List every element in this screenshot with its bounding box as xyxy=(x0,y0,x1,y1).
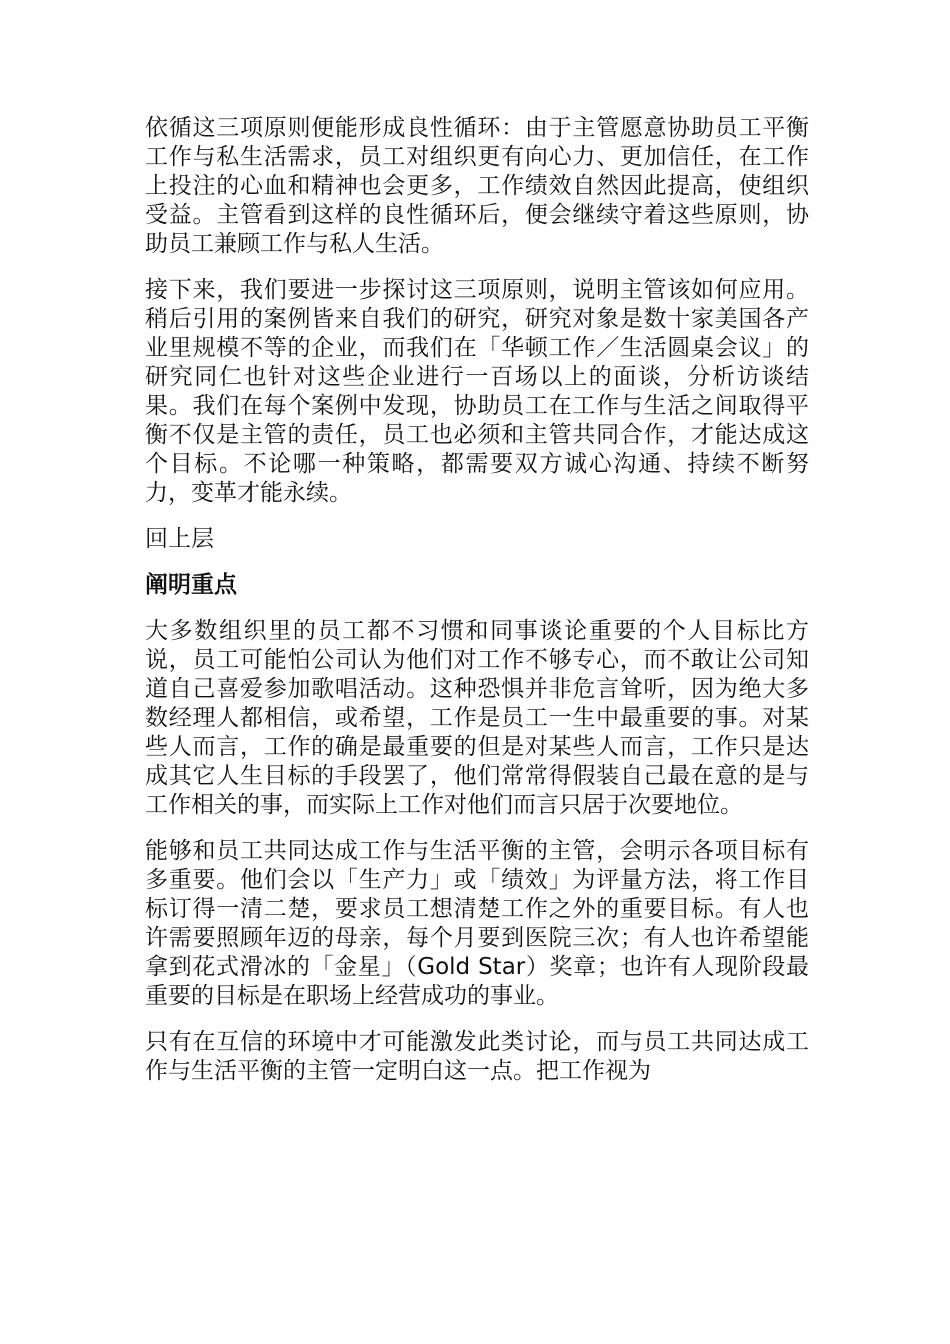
paragraph-virtuous-cycle: 依循这三项原则便能形成良性循环：由于主管愿意协助员工平衡工作与私生活需求，员工对组织更有向心力、更加信任，在工作上投注的心血和精神也会更多，工作绩效自然因此提高，使组织受益。主管看到这样的良性循环后，便会继续守着这些原则，协助员工兼顾工作与私人生活。 xyxy=(145,115,809,257)
back-to-top-link[interactable]: 回上层 xyxy=(145,526,214,552)
paragraph-principles-application: 接下来，我们要进一步探讨这三项原则，说明主管该如何应用。稍后引用的案例皆来自我们的研究，研究对象是数十家美国各产业里规模不等的企业，而我们在「华顿工作／生活圆桌会议」的研究同仁也针对这些企业进行一百场以上的面谈，分析访谈结果。我们在每个案例中发现，协助员工在工作与生活之间取得平衡不仅是主管的责任，员工也必须和主管共同合作，才能达成这个目标。不论哪一种策略，都需要双方诚心沟通、持续不断努力，变革才能永续。 xyxy=(145,277,809,506)
paragraph-clarify-goals: 能够和员工共同达成工作与生活平衡的主管，会明示各项目标有多重要。他们会以「生产力」或「绩效」为评量方法，将工作目标订得一清二楚，要求员工想清楚工作之外的重要目标。有人也许需要照顾年迈的母亲，每个月要到医院三次；有人也许希望能拿到花式滑冰的「金星」（Gold Star）奖章；也许有人现阶段最重要的目标是在职场上经营成功的事业。 xyxy=(145,838,809,1009)
paragraph-trust-environment: 只有在互信的环境中才可能激发此类讨论，而与员工共同达成工作与生活平衡的主管一定明白这一点。把工作视为 xyxy=(145,1029,809,1084)
document-page xyxy=(145,114,809,1103)
section-heading: 阐明重点 xyxy=(145,572,237,598)
paragraph-personal-goals: 大多数组织里的员工都不习惯和同事谈论重要的个人目标比方说，员工可能怕公司认为他们对工作不够专心，而不敢让公司知道自己喜爱参加歌唱活动。这种恐惧并非危言耸听，因为绝大多数经理人都相信，或希望，工作是员工一生中最重要的事。对某些人而言，工作的确是最重要的但是对某些人而言，工作只是达成其它人生目标的手段罢了，他们常常得假装自己最在意的是与工作相关的事，而实际上工作对他们而言只居于次要地位。 xyxy=(145,618,809,818)
